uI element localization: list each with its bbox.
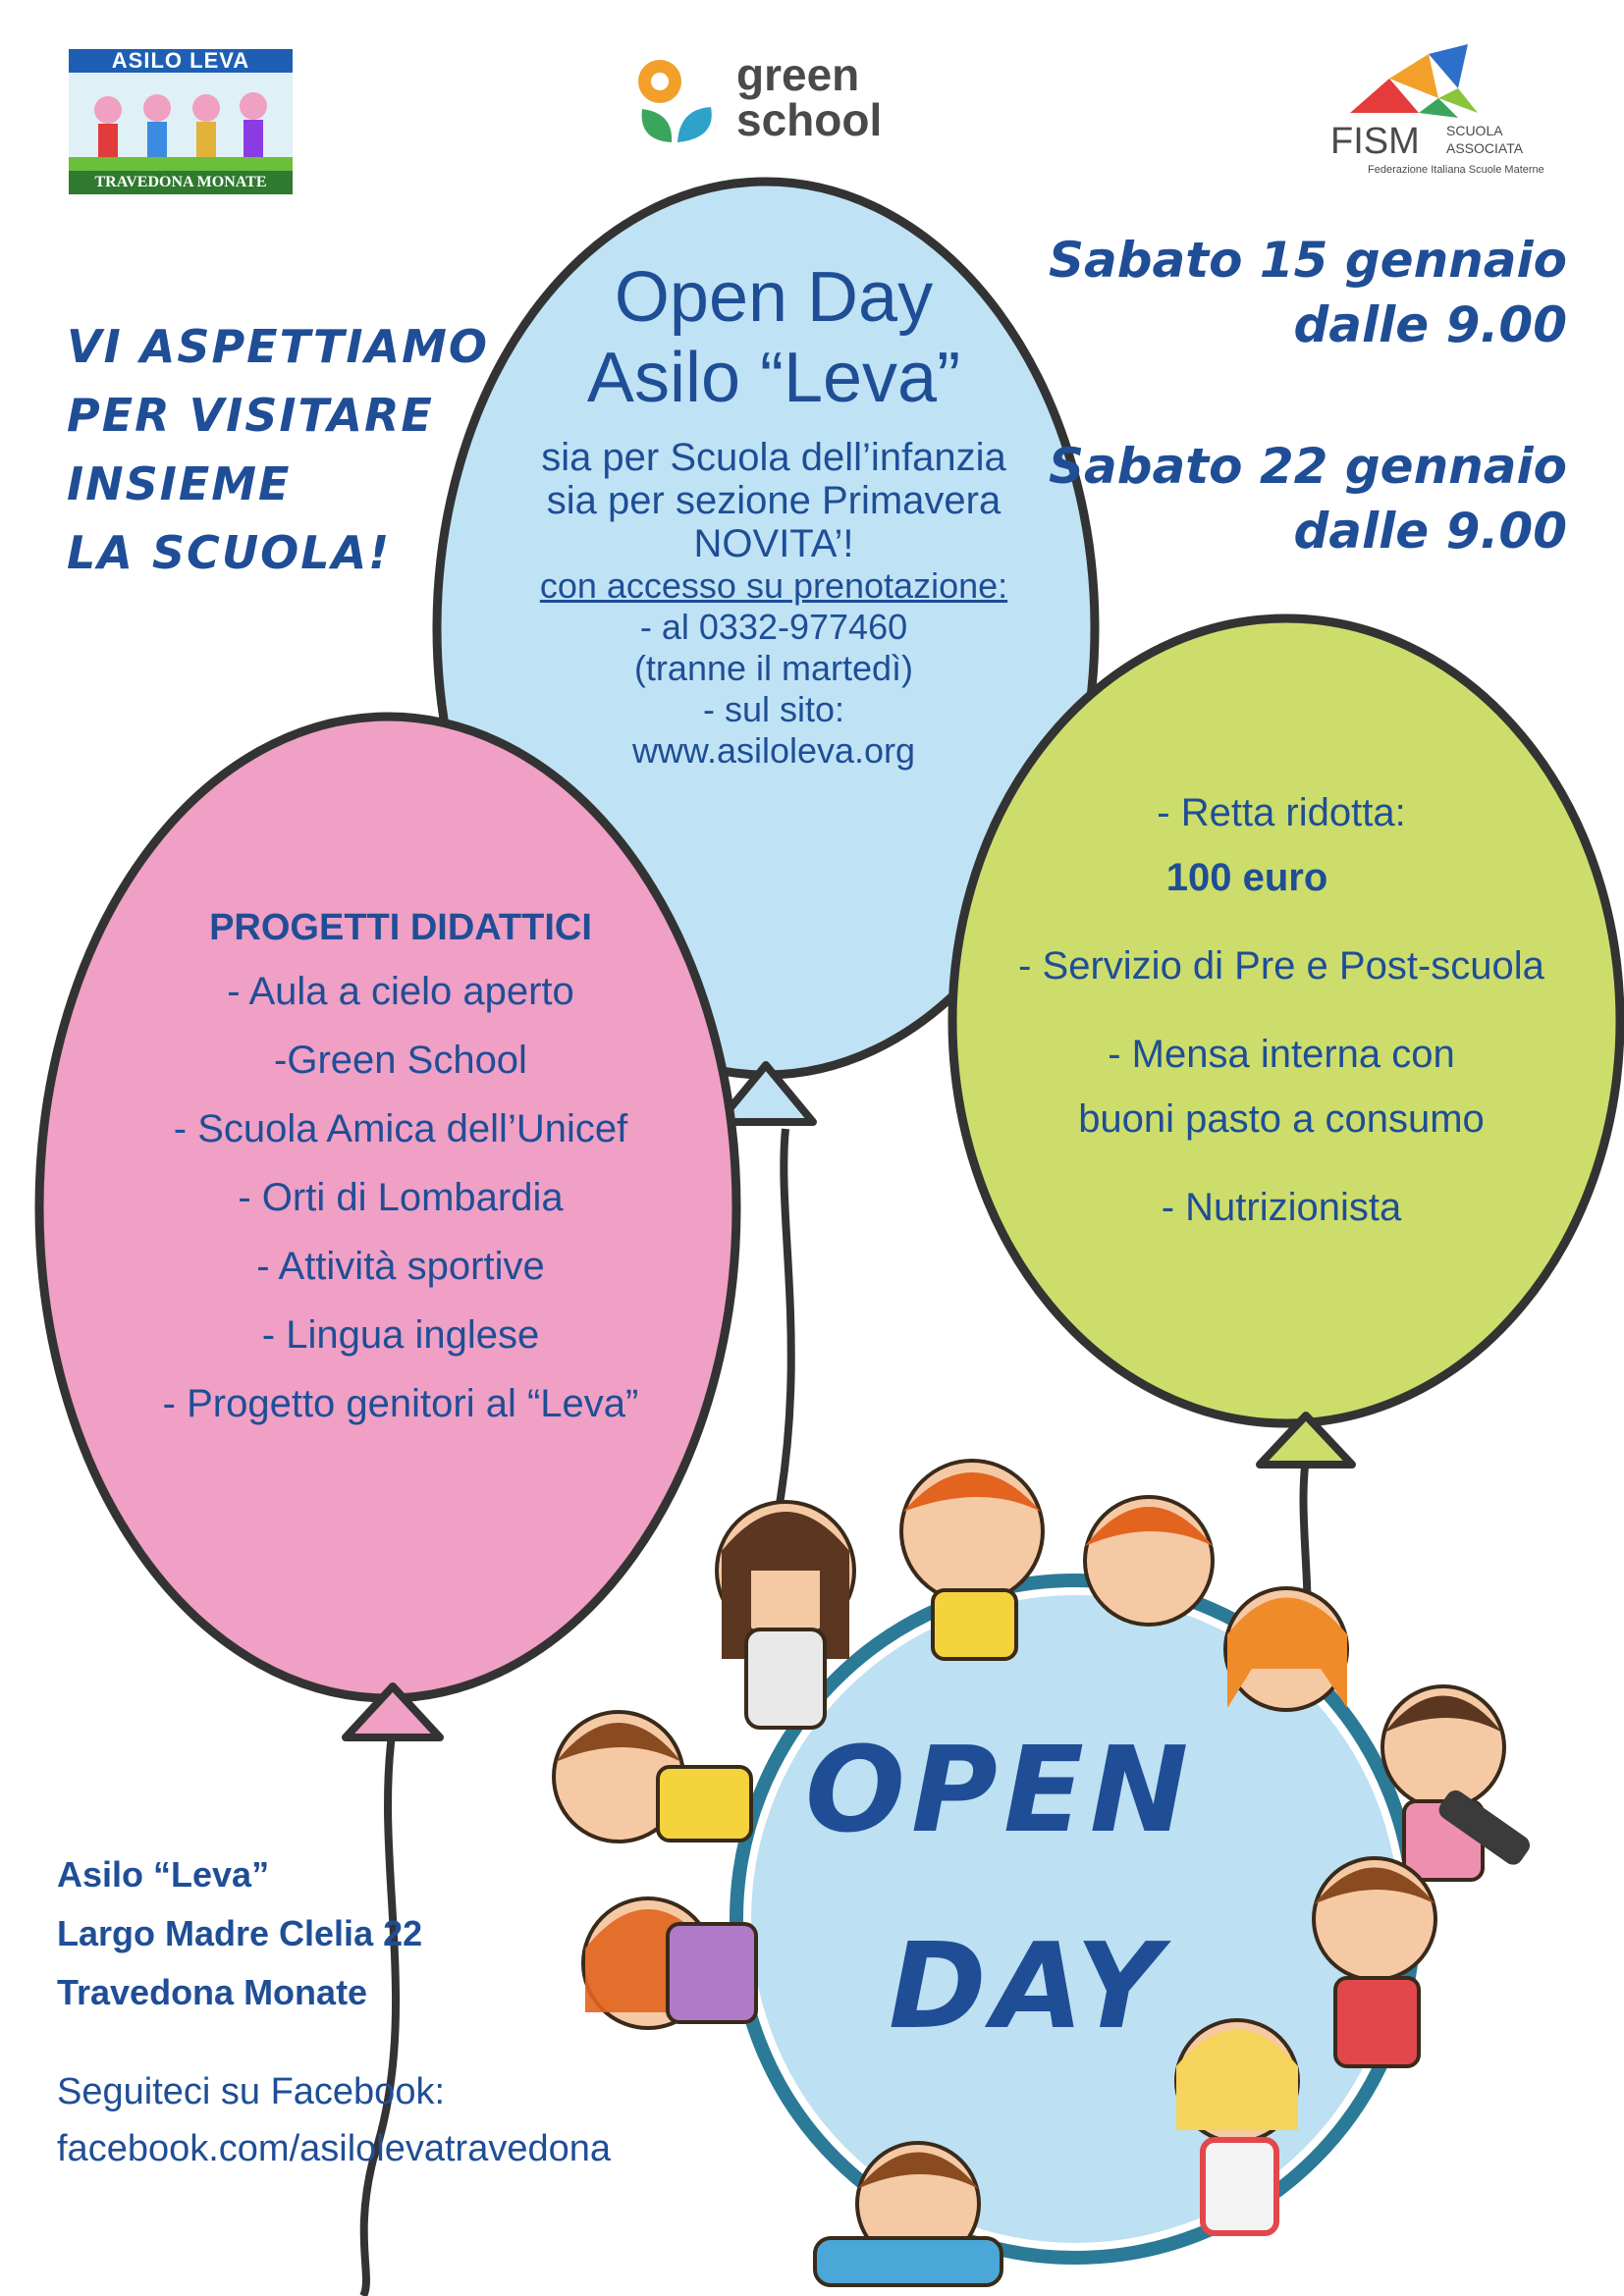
project-item: -Green School [274,1039,527,1082]
slogan-line: VI ASPETTIAMO [67,320,490,373]
slogan-line: INSIEME [67,457,292,510]
green-school-word-1: green [736,49,860,100]
address-line: Travedona Monate [57,1972,368,2012]
open-day-title: Open Day [614,258,934,337]
fism-federation: Federazione Italiana Scuole Materne [1368,164,1544,176]
site-label: - sul sito: [702,689,845,729]
badge-word-open: OPEN [805,1723,1195,1859]
phone-number[interactable]: - al 0332-977460 [639,607,908,647]
green-balloon-content [967,780,1596,1240]
mensa-line-2: buoni pasto a consumo [1078,1097,1485,1141]
asilo-leva-title: Asilo “Leva” [586,339,961,417]
mensa-line-1: - Mensa interna con [1108,1033,1455,1076]
address-line: Asilo “Leva” [57,1854,270,1895]
project-item: - Scuola Amica dell’Unicef [173,1107,628,1150]
green-school-word-2: school [736,94,883,145]
infanzia-line: sia per Scuola dell’infanzia [541,436,1006,479]
asilo-logo-subtitle: TRAVEDONA MONATE [69,171,293,194]
slogan-line: LA SCUOLA! [67,526,392,579]
address-block [57,1845,422,2022]
address-line: Largo Madre Clelia 22 [57,1913,423,1953]
service-item: - Servizio di Pre e Post-scuola [1018,944,1544,988]
green-school-icon [628,52,727,150]
facebook-link[interactable]: facebook.com/asilolevatravedona [57,2128,612,2169]
open-day-dates [1049,228,1567,563]
asilo-leva-logo [69,49,293,194]
booking-label: con accesso su prenotazione: [539,565,1008,606]
fism-tag-1: SCUOLA [1446,123,1503,138]
date-1-day: Sabato 15 gennaio [1048,232,1567,289]
phone-note: (tranne il martedì) [633,648,914,688]
retta-value: 100 euro [1165,856,1328,899]
novita-line: NOVITA’! [693,522,854,565]
badge-word-day: DAY [889,1919,1167,2056]
fism-logo-mark [1350,44,1488,123]
retta-label: - Retta ridotta: [1157,791,1406,834]
asilo-logo-title: ASILO LEVA [69,49,293,73]
slogan [67,312,489,587]
fism-name: FISM [1330,121,1420,162]
project-item: - Orti di Lombardia [238,1176,564,1219]
projects-heading: PROGETTI DIDATTICI [209,907,592,948]
fism-tag-2: ASSOCIATA [1446,140,1524,156]
fism-logo [1330,44,1566,176]
nutrition-item: - Nutrizionista [1161,1186,1402,1229]
slogan-line: PER VISITARE [67,389,434,442]
website-link[interactable]: www.asiloleva.org [631,730,916,771]
green-school-wordmark [736,49,883,145]
date-2-time: dalle 9.00 [1293,503,1567,560]
pink-balloon-content [57,898,744,1438]
primavera-line: sia per sezione Primavera [546,479,1001,522]
blue-balloon-content [460,257,1088,772]
project-item: - Lingua inglese [261,1313,540,1357]
project-item: - Aula a cielo aperto [227,970,574,1013]
green-school-logo [628,44,923,152]
project-item: - Attività sportive [256,1245,545,1288]
date-1-time: dalle 9.00 [1293,296,1567,353]
social-block [57,2063,611,2177]
project-item: - Progetto genitori al “Leva” [162,1382,639,1425]
social-label: Seguiteci su Facebook: [57,2071,446,2112]
date-2-day: Sabato 22 gennaio [1048,438,1567,495]
